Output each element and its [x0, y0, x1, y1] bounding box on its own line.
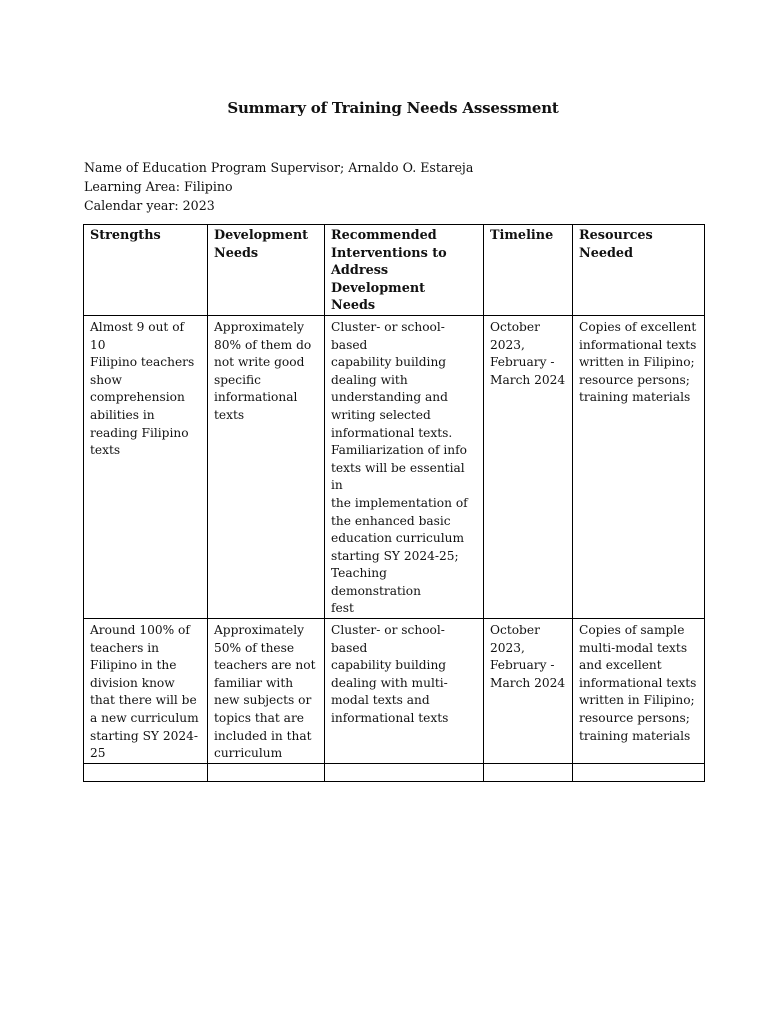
training-needs-table: [83, 224, 705, 782]
learning-area-line: Learning Area: Filipino: [84, 179, 233, 194]
document-title: Summary of Training Needs Assessment: [227, 99, 559, 117]
header-timeline: Timeline: [484, 225, 573, 316]
document-meta: [84, 158, 473, 215]
table-header-row: [84, 225, 705, 316]
header-recommended-interventions: Recommended Interventions to Address Development Needs: [325, 225, 484, 316]
cell-interventions: Cluster- or school-based capability building dealing with understanding and writing selected informational texts. Familiarization of info texts will be essential in the implementation of the enhanced basic education curriculum starting SY 2024-25; Teaching demonstration fest: [325, 315, 484, 618]
cell-development-needs: Approximately 80% of them do not write good specific informational texts: [208, 315, 325, 618]
cell-resources: Copies of excellent informational texts written in Filipino; resource persons; training materials: [573, 315, 705, 618]
table-row: [84, 315, 705, 618]
empty-cell: [84, 763, 208, 781]
supervisor-line: Name of Education Program Supervisor; Arnaldo O. Estareja: [84, 160, 474, 175]
cell-timeline: October 2023, February - March 2024: [484, 315, 573, 618]
table-row-empty: [84, 763, 705, 781]
header-resources-needed: Resources Needed: [573, 225, 705, 316]
cell-timeline: October 2023, February - March 2024: [484, 619, 573, 764]
cell-strengths: Around 100% of teachers in Filipino in the division know that there will be a new curriculum starting SY 2024- 25: [84, 619, 208, 764]
cell-development-needs: Approximately 50% of these teachers are not familiar with new subjects or topics that are included in that curriculum: [208, 619, 325, 764]
header-strengths: Strengths: [84, 225, 208, 316]
empty-cell: [484, 763, 573, 781]
cell-interventions: Cluster- or school-based capability building dealing with multi- modal texts and informational texts: [325, 619, 484, 764]
empty-cell: [208, 763, 325, 781]
empty-cell: [325, 763, 484, 781]
cell-strengths: Almost 9 out of 10 Filipino teachers show comprehension abilities in reading Filipino texts: [84, 315, 208, 618]
table-row: [84, 619, 705, 764]
cell-resources: Copies of sample multi-modal texts and excellent informational texts written in Filipino; resource persons; training materials: [573, 619, 705, 764]
calendar-year-line: Calendar year: 2023: [84, 198, 215, 213]
header-development-needs: Development Needs: [208, 225, 325, 316]
empty-cell: [573, 763, 705, 781]
